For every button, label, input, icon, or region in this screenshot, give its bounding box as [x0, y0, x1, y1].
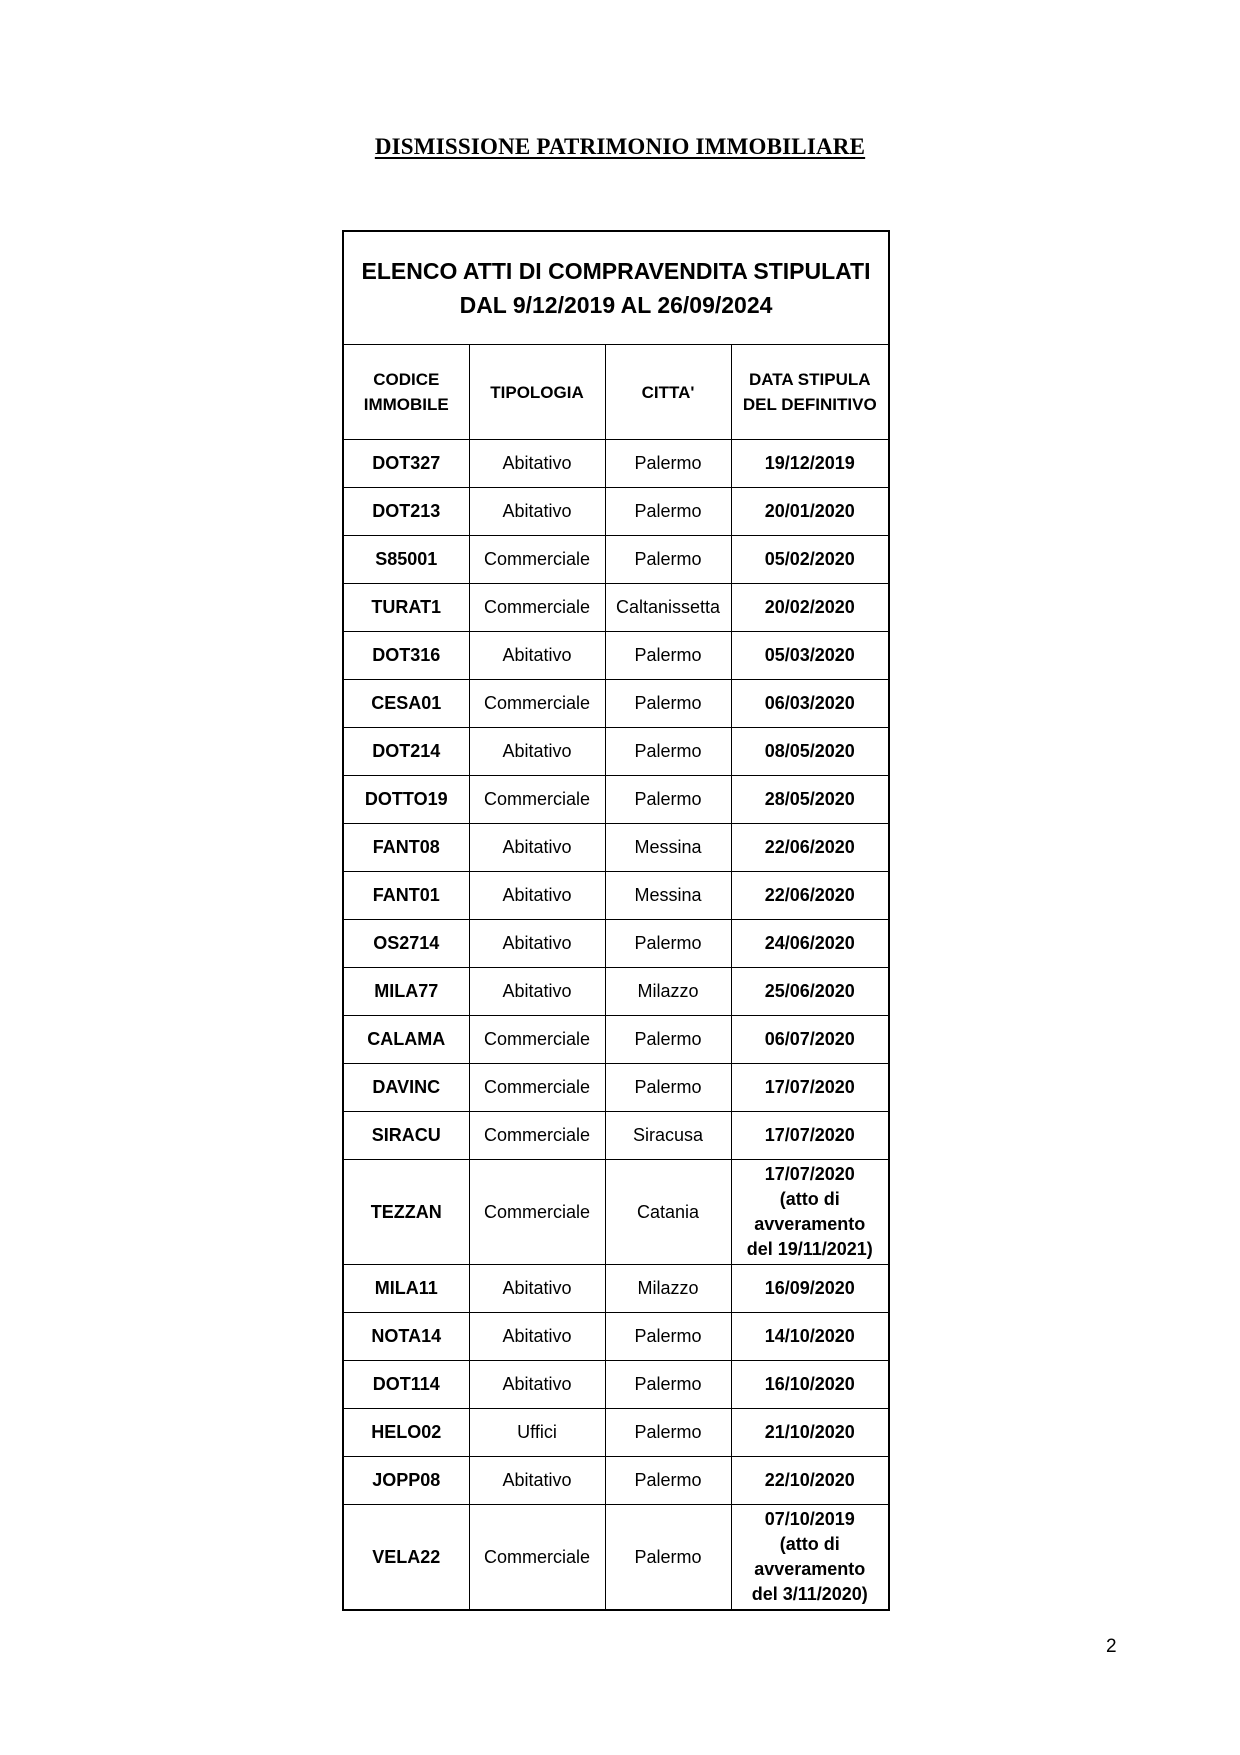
date-line: 06/07/2020 — [764, 1029, 855, 1049]
cell-data-stipula — [731, 776, 889, 824]
cell-codice-immobile: S85001 — [343, 536, 469, 584]
table-row — [343, 536, 889, 584]
cell-data-stipula — [731, 680, 889, 728]
cell-codice-immobile: DAVINC — [343, 1064, 469, 1112]
date-line: 14/10/2020 — [764, 1326, 855, 1346]
cell-tipologia: Commerciale — [469, 1160, 605, 1265]
cell-citta: Caltanissetta — [605, 584, 731, 632]
cell-citta: Palermo — [605, 536, 731, 584]
header-tipologia: TIPOLOGIA — [469, 345, 605, 440]
date-line: 05/02/2020 — [764, 549, 855, 569]
cell-citta: Catania — [605, 1160, 731, 1265]
table-row — [343, 1064, 889, 1112]
cell-tipologia: Abitativo — [469, 968, 605, 1016]
cell-citta: Palermo — [605, 440, 731, 488]
cell-codice-immobile: FANT01 — [343, 872, 469, 920]
cell-tipologia: Abitativo — [469, 1457, 605, 1505]
cell-citta: Milazzo — [605, 968, 731, 1016]
cell-citta: Palermo — [605, 1457, 731, 1505]
cell-tipologia: Abitativo — [469, 1361, 605, 1409]
date-line: 05/03/2020 — [764, 645, 855, 665]
header-codice-line-2: IMMOBILE — [363, 395, 449, 414]
date-line: avveramento — [754, 1214, 866, 1234]
table-row — [343, 1313, 889, 1361]
cell-tipologia: Uffici — [469, 1409, 605, 1457]
sales-deeds-table — [342, 230, 890, 1611]
cell-codice-immobile: DOT213 — [343, 488, 469, 536]
cell-citta: Messina — [605, 872, 731, 920]
cell-codice-immobile: TEZZAN — [343, 1160, 469, 1265]
cell-tipologia: Abitativo — [469, 488, 605, 536]
document-title: DISMISSIONE PATRIMONIO IMMOBILIARE — [374, 134, 866, 159]
table-row — [343, 728, 889, 776]
cell-tipologia: Abitativo — [469, 1265, 605, 1313]
table-row — [343, 1016, 889, 1064]
cell-citta: Palermo — [605, 776, 731, 824]
table-caption-row — [343, 231, 889, 345]
table-row — [343, 920, 889, 968]
cell-tipologia: Abitativo — [469, 872, 605, 920]
cell-codice-immobile: DOT114 — [343, 1361, 469, 1409]
header-data-stipula — [731, 345, 889, 440]
cell-tipologia: Commerciale — [469, 1505, 605, 1611]
cell-data-stipula — [731, 872, 889, 920]
date-line: 22/06/2020 — [764, 885, 855, 905]
cell-tipologia: Commerciale — [469, 1016, 605, 1064]
date-line: 28/05/2020 — [764, 789, 855, 809]
cell-tipologia: Commerciale — [469, 584, 605, 632]
cell-citta: Palermo — [605, 1016, 731, 1064]
cell-codice-immobile: DOT327 — [343, 440, 469, 488]
cell-tipologia: Abitativo — [469, 824, 605, 872]
table-header-row — [343, 345, 889, 440]
cell-tipologia: Commerciale — [469, 776, 605, 824]
date-line: 17/07/2020 — [764, 1164, 855, 1184]
cell-data-stipula — [731, 488, 889, 536]
cell-tipologia: Abitativo — [469, 920, 605, 968]
cell-data-stipula — [731, 440, 889, 488]
cell-data-stipula — [731, 1313, 889, 1361]
cell-codice-immobile: TURAT1 — [343, 584, 469, 632]
cell-citta: Milazzo — [605, 1265, 731, 1313]
table-body — [343, 440, 889, 1611]
cell-citta: Palermo — [605, 1361, 731, 1409]
cell-citta: Siracusa — [605, 1112, 731, 1160]
cell-codice-immobile: MILA77 — [343, 968, 469, 1016]
cell-citta: Palermo — [605, 1064, 731, 1112]
table-row — [343, 632, 889, 680]
cell-data-stipula — [731, 536, 889, 584]
cell-codice-immobile: JOPP08 — [343, 1457, 469, 1505]
date-line: 16/10/2020 — [764, 1374, 855, 1394]
date-line: del 19/11/2021) — [746, 1239, 873, 1259]
header-codice-immobile — [343, 345, 469, 440]
date-line: del 3/11/2020) — [751, 1584, 868, 1604]
cell-tipologia: Commerciale — [469, 1112, 605, 1160]
cell-codice-immobile: DOTTO19 — [343, 776, 469, 824]
table-row — [343, 968, 889, 1016]
table-row — [343, 440, 889, 488]
table-row — [343, 824, 889, 872]
cell-citta: Palermo — [605, 920, 731, 968]
cell-codice-immobile: DOT316 — [343, 632, 469, 680]
date-line: 07/10/2019 — [764, 1509, 855, 1529]
table-row — [343, 1265, 889, 1313]
date-line: 17/07/2020 — [764, 1125, 855, 1145]
date-line: 08/05/2020 — [764, 741, 855, 761]
table-row — [343, 488, 889, 536]
cell-codice-immobile: DOT214 — [343, 728, 469, 776]
cell-codice-immobile: SIRACU — [343, 1112, 469, 1160]
page-number: 2 — [1106, 1636, 1117, 1657]
table-row — [343, 1409, 889, 1457]
cell-data-stipula — [731, 1361, 889, 1409]
date-line: 22/06/2020 — [764, 837, 855, 857]
cell-data-stipula — [731, 1457, 889, 1505]
date-line: 19/12/2019 — [764, 453, 855, 473]
header-data-line-1: DATA STIPULA — [749, 370, 871, 389]
table-row — [343, 1160, 889, 1265]
date-line: avveramento — [754, 1559, 866, 1579]
cell-tipologia: Abitativo — [469, 728, 605, 776]
date-line: 06/03/2020 — [764, 693, 855, 713]
table-row — [343, 1112, 889, 1160]
table-row — [343, 584, 889, 632]
cell-codice-immobile: MILA11 — [343, 1265, 469, 1313]
header-citta: CITTA' — [605, 345, 731, 440]
cell-codice-immobile: CESA01 — [343, 680, 469, 728]
cell-data-stipula — [731, 1160, 889, 1265]
date-line: 20/02/2020 — [764, 597, 855, 617]
cell-data-stipula — [731, 728, 889, 776]
cell-codice-immobile: NOTA14 — [343, 1313, 469, 1361]
date-line: (atto di — [779, 1534, 840, 1554]
cell-citta: Palermo — [605, 1505, 731, 1611]
table-caption-line-2: DAL 9/12/2019 AL 26/09/2024 — [459, 292, 773, 318]
table-row — [343, 680, 889, 728]
cell-data-stipula — [731, 824, 889, 872]
cell-tipologia: Commerciale — [469, 1064, 605, 1112]
cell-codice-immobile: OS2714 — [343, 920, 469, 968]
cell-data-stipula — [731, 1505, 889, 1611]
date-line: 25/06/2020 — [764, 981, 855, 1001]
date-line: 24/06/2020 — [764, 933, 855, 953]
cell-citta: Palermo — [605, 632, 731, 680]
cell-tipologia: Commerciale — [469, 680, 605, 728]
cell-data-stipula — [731, 1265, 889, 1313]
date-line: 20/01/2020 — [764, 501, 855, 521]
date-line: 17/07/2020 — [764, 1077, 855, 1097]
date-line: 21/10/2020 — [764, 1422, 855, 1442]
table-row — [343, 1361, 889, 1409]
cell-codice-immobile: HELO02 — [343, 1409, 469, 1457]
cell-data-stipula — [731, 920, 889, 968]
cell-data-stipula — [731, 632, 889, 680]
cell-data-stipula — [731, 968, 889, 1016]
table-caption — [343, 231, 889, 345]
header-data-line-2: DEL DEFINITIVO — [742, 395, 877, 414]
cell-codice-immobile: FANT08 — [343, 824, 469, 872]
date-line: (atto di — [779, 1189, 840, 1209]
cell-citta: Palermo — [605, 728, 731, 776]
table-row — [343, 1505, 889, 1611]
header-codice-line-1: CODICE — [373, 370, 440, 389]
cell-citta: Messina — [605, 824, 731, 872]
cell-codice-immobile: CALAMA — [343, 1016, 469, 1064]
table-row — [343, 776, 889, 824]
cell-citta: Palermo — [605, 488, 731, 536]
cell-tipologia: Abitativo — [469, 440, 605, 488]
cell-tipologia: Commerciale — [469, 536, 605, 584]
date-line: 22/10/2020 — [764, 1470, 855, 1490]
cell-tipologia: Abitativo — [469, 632, 605, 680]
table-row — [343, 872, 889, 920]
cell-citta: Palermo — [605, 680, 731, 728]
cell-citta: Palermo — [605, 1409, 731, 1457]
cell-data-stipula — [731, 1064, 889, 1112]
date-line: 16/09/2020 — [764, 1278, 855, 1298]
cell-data-stipula — [731, 584, 889, 632]
cell-data-stipula — [731, 1112, 889, 1160]
cell-data-stipula — [731, 1409, 889, 1457]
cell-codice-immobile: VELA22 — [343, 1505, 469, 1611]
cell-citta: Palermo — [605, 1313, 731, 1361]
table-caption-line-1: ELENCO ATTI DI COMPRAVENDITA STIPULATI — [361, 258, 871, 284]
cell-tipologia: Abitativo — [469, 1313, 605, 1361]
cell-data-stipula — [731, 1016, 889, 1064]
table-row — [343, 1457, 889, 1505]
